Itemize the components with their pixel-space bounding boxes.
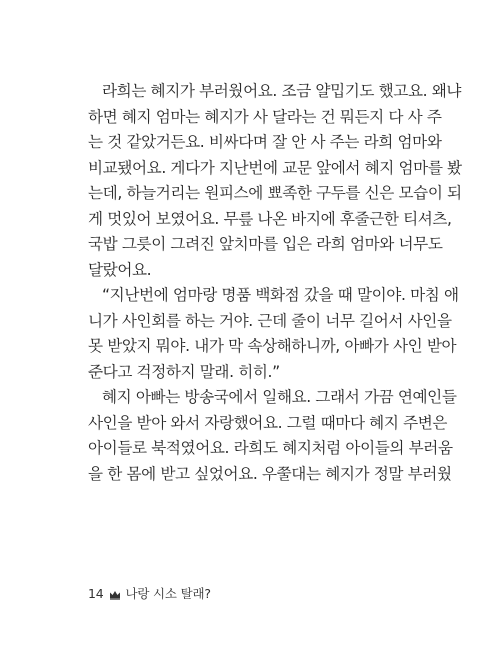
- text-line: 니가 사인회를 하는 거야. 근데 줄이 너무 길어서 사인을: [88, 311, 452, 330]
- text-line: 아이들로 북적였어요. 라희도 혜지처럼 아이들의 부러움: [88, 439, 453, 457]
- page-number: 14: [88, 585, 104, 601]
- crown-icon: [109, 588, 121, 598]
- paragraph-1: [88, 79, 462, 283]
- text-line: 하면 혜지 엄마는 혜지가 사 달라는 건 뭐든지 다 사 주: [88, 107, 442, 126]
- paragraph-3: [88, 385, 457, 487]
- text-line: 못 받았지 뭐야. 내가 막 속상해하니까, 아빠가 사인 받아: [88, 337, 457, 355]
- book-title: 나랑 시소 탈래?: [125, 586, 211, 601]
- text-line: “지난번에 엄마랑 명품 백화점 갔을 때 말이야. 마침 애: [102, 286, 459, 304]
- text-line: 게 멋있어 보였어요. 무릎 나온 바지에 후줄근한 티셔츠,: [88, 209, 452, 228]
- paragraph-2: [88, 283, 459, 385]
- text-line: 비교됐어요. 게다가 지난번에 교문 앞에서 혜지 엄마를 봤: [88, 158, 462, 177]
- body-text: [88, 79, 462, 487]
- text-line: 달랐어요.: [88, 260, 152, 279]
- text-line: 준다고 걱정하지 말래. 히히.”: [88, 362, 280, 381]
- text-line: 을 한 몸에 받고 싶었어요. 우쭐대는 혜지가 정말 부러웠: [88, 464, 452, 483]
- text-line: 국밥 그릇이 그려진 앞치마를 입은 라희 엄마와 너무도: [88, 235, 443, 253]
- text-line: 는 것 같았거든요. 비싸다며 잘 안 사 주는 라희 엄마와: [88, 133, 442, 151]
- text-line: 사인을 받아 와서 자랑했어요. 그럴 때마다 혜지 주변은: [88, 413, 448, 432]
- page-footer: [88, 584, 211, 602]
- text-line: 라희는 혜지가 부러웠어요. 조금 얄밉기도 했고요. 왜냐: [102, 82, 462, 100]
- text-line: 는데, 하늘거리는 원피스에 뾰족한 구두를 신은 모습이 되: [88, 184, 462, 202]
- text-line: 혜지 아빠는 방송국에서 일해요. 그래서 가끔 연예인들: [102, 388, 457, 406]
